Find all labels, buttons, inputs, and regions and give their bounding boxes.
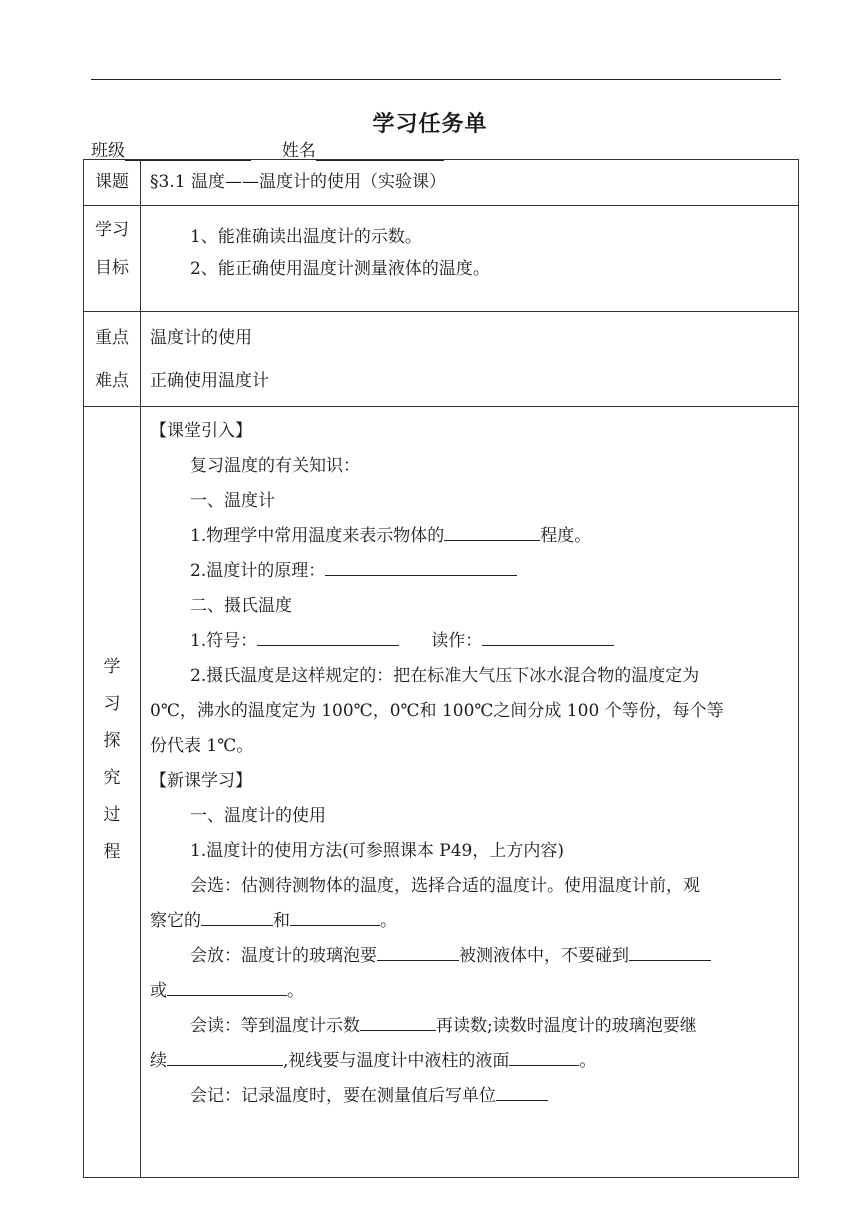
- question-2: 2.温度计的原理：: [141, 554, 798, 589]
- question-1: 1.物理学中常用温度来表示物体的 程度。: [190, 526, 592, 546]
- answer-blank[interactable]: [290, 909, 380, 926]
- key-row: [84, 312, 799, 407]
- goal-item: 2、能正确使用温度计测量液体的温度。: [190, 259, 490, 279]
- process-label-char: 究: [103, 768, 121, 788]
- goal-item: 1、能准确读出温度计的示数。: [190, 227, 422, 247]
- goals-label-2: 目标: [95, 258, 129, 278]
- task-table: [83, 159, 799, 1178]
- place-item: 会放：温度计的玻璃泡要 被测液体中，不要碰到 或 。: [141, 939, 798, 1009]
- answer-blank[interactable]: [360, 1014, 436, 1031]
- page-title: 学习任务单: [372, 112, 488, 137]
- process-row: [84, 407, 799, 1178]
- goals-row: [84, 206, 799, 312]
- read-item: 会读：等到温度计示数 再读数;读数时温度计的玻璃泡要继 续 ,视线要与温度计中液柱的液面 。: [150, 1016, 697, 1071]
- topic-text: §3.1 温度——温度计的使用（实验课）: [141, 160, 799, 206]
- difficulty-text: 正确使用温度计: [150, 371, 269, 391]
- key-label: 重点: [95, 328, 129, 348]
- process-label-char: 过: [103, 805, 121, 825]
- name-label: 姓名: [281, 141, 316, 161]
- new-lesson-heading: 【新课学习】: [150, 771, 252, 791]
- answer-blank[interactable]: [201, 909, 273, 926]
- answer-blank[interactable]: [257, 629, 399, 646]
- section-celsius: 二、摄氏温度: [190, 596, 292, 616]
- choose-item: 会选：估测待测物体的温度，选择合适的温度计。使用温度计前，观 察它的 和 。: [150, 876, 700, 931]
- process-label-char: 程: [103, 842, 121, 862]
- process-label-char: 学: [103, 657, 121, 677]
- difficulty-label: 难点: [95, 371, 129, 391]
- answer-blank[interactable]: [482, 629, 614, 646]
- goals-label-1: 学习: [95, 220, 129, 240]
- answer-blank[interactable]: [325, 559, 517, 576]
- topic-label: 课题: [84, 160, 141, 206]
- intro-heading: 【课堂引入】: [150, 421, 252, 441]
- class-label: 班级: [91, 141, 125, 161]
- section-thermometer: 一、温度计: [190, 491, 275, 511]
- section-usage: 一、温度计的使用: [190, 806, 326, 826]
- process-label-char: 习: [103, 694, 121, 714]
- question-4: 2.摄氏温度是这样规定的：把在标准大气压下冰水混合物的温度定为 0℃，沸水的温度定为 100℃，0℃和 100℃之间分成 100 个等份，每个等 份代表 1℃。: [150, 666, 724, 756]
- process-label-char: 探: [103, 731, 121, 751]
- answer-blank[interactable]: [167, 979, 287, 996]
- top-rule: [91, 79, 781, 80]
- question-5: 1.温度计的使用方法(可参照课本 P49，上方内容): [190, 841, 564, 861]
- process-label: [84, 407, 140, 871]
- answer-blank[interactable]: [496, 1084, 548, 1101]
- student-info-line: [91, 136, 444, 161]
- review-text: 复习温度的有关知识：: [190, 456, 360, 476]
- answer-blank[interactable]: [377, 944, 459, 961]
- answer-blank[interactable]: [629, 944, 711, 961]
- answer-blank[interactable]: [509, 1049, 579, 1066]
- record-item: 会记：记录温度时，要在测量值后写单位: [141, 1079, 798, 1114]
- question-3: 1.符号： 读作：: [141, 624, 798, 659]
- answer-blank[interactable]: [167, 1049, 283, 1066]
- topic-row: [84, 160, 799, 206]
- answer-blank[interactable]: [444, 524, 540, 541]
- key-text: 温度计的使用: [150, 328, 252, 348]
